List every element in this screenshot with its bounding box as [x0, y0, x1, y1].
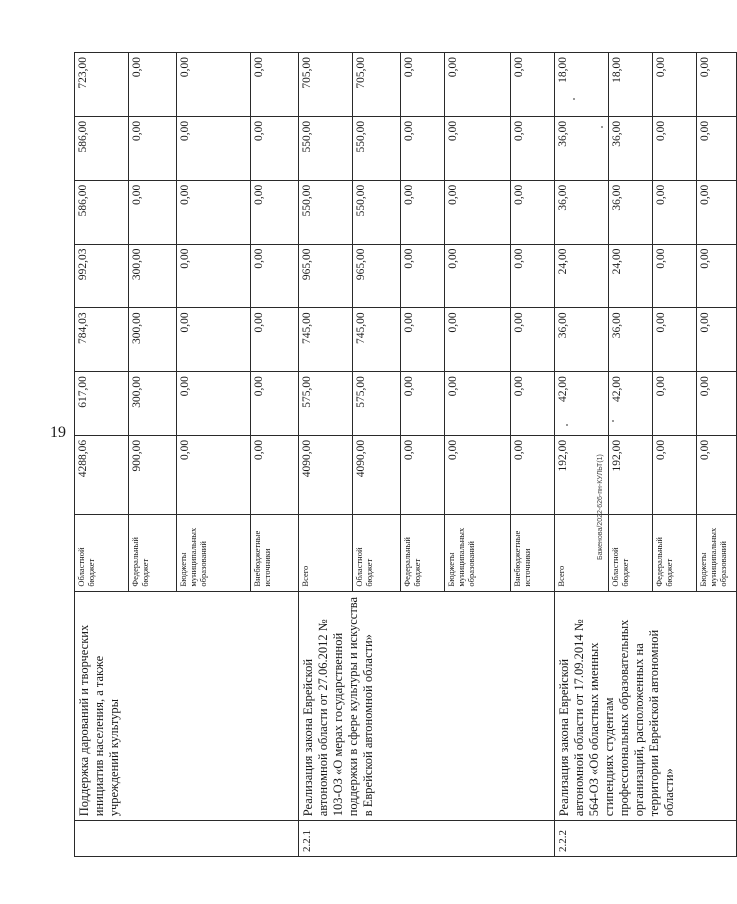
amount-cell: 24,00: [609, 244, 653, 308]
amount-cell: 992,03: [75, 244, 129, 308]
amount-cell: 550,00: [299, 116, 353, 180]
amount-cell: 0,00: [251, 372, 299, 436]
amount-cell: 0,00: [511, 372, 555, 436]
amount-cell: 0,00: [251, 435, 299, 514]
amount-cell: 0,00: [177, 308, 251, 372]
funding-source-cell: Федеральный бюджет: [129, 515, 177, 592]
amount-cell: 723,00: [75, 53, 129, 117]
funding-source-cell: Всего: [555, 515, 609, 592]
amount-cell: 705,00: [299, 53, 353, 117]
amount-cell: 0,00: [445, 116, 511, 180]
budget-table: [74, 52, 737, 857]
page-number: 19: [50, 424, 66, 441]
amount-cell: 900,00: [129, 435, 177, 514]
amount-cell: 0,00: [653, 53, 697, 117]
row-number-cell: [75, 821, 299, 857]
amount-cell: 0,00: [653, 308, 697, 372]
amount-cell: 0,00: [653, 372, 697, 436]
amount-cell: 0,00: [697, 435, 737, 514]
amount-cell: 0,00: [251, 116, 299, 180]
funding-source-cell: Всего: [299, 515, 353, 592]
amount-cell: 586,00: [75, 116, 129, 180]
amount-cell: 0,00: [511, 180, 555, 244]
amount-cell: 192,00: [555, 435, 609, 514]
amount-cell: 0,00: [511, 244, 555, 308]
amount-cell: 784,03: [75, 308, 129, 372]
amount-cell: 0,00: [129, 116, 177, 180]
scan-speck: [566, 424, 568, 426]
amount-cell: 0,00: [177, 53, 251, 117]
row-number-cell: 2.2.1: [299, 821, 555, 857]
amount-cell: 745,00: [299, 308, 353, 372]
amount-cell: 0,00: [401, 116, 445, 180]
amount-cell: 300,00: [129, 308, 177, 372]
measure-name-cell: Реализация закона Еврейской автономной области от 17.09.2014 № 564-ОЗ «Об областных именных стипендиях студентам профессиональных образовательных организаций, расположенных на территории Еврейской автономной области»: [555, 591, 737, 821]
amount-cell: 36,00: [555, 116, 609, 180]
amount-cell: 550,00: [353, 180, 401, 244]
amount-cell: 705,00: [353, 53, 401, 117]
amount-cell: 36,00: [555, 180, 609, 244]
amount-cell: 24,00: [555, 244, 609, 308]
amount-cell: 0,00: [177, 116, 251, 180]
rotated-table-container: [74, 52, 728, 857]
amount-cell: 0,00: [251, 308, 299, 372]
amount-cell: 0,00: [251, 53, 299, 117]
amount-cell: 0,00: [401, 435, 445, 514]
amount-cell: 0,00: [697, 308, 737, 372]
amount-cell: 550,00: [353, 116, 401, 180]
amount-cell: 0,00: [511, 53, 555, 117]
amount-cell: 0,00: [129, 180, 177, 244]
amount-cell: 575,00: [299, 372, 353, 436]
scan-speck: [612, 420, 614, 422]
amount-cell: 0,00: [251, 244, 299, 308]
amount-cell: 18,00: [609, 53, 653, 117]
amount-cell: 0,00: [511, 308, 555, 372]
amount-cell: 0,00: [401, 244, 445, 308]
amount-cell: 0,00: [401, 308, 445, 372]
amount-cell: 0,00: [653, 244, 697, 308]
scan-speck: [601, 126, 603, 128]
funding-source-cell: Бюджеты муниципальных образований: [697, 515, 737, 592]
amount-cell: 575,00: [353, 372, 401, 436]
document-reference-note: Баженова/2022-626-пн-КУЛЬТ(1): [597, 454, 604, 560]
amount-cell: 0,00: [653, 180, 697, 244]
amount-cell: 0,00: [697, 372, 737, 436]
table-row: [299, 53, 353, 857]
amount-cell: 0,00: [177, 244, 251, 308]
scan-speck: [573, 98, 575, 100]
amount-cell: 0,00: [445, 53, 511, 117]
funding-source-cell: Бюджеты муниципальных образований: [445, 515, 511, 592]
amount-cell: 0,00: [251, 180, 299, 244]
amount-cell: 18,00: [555, 53, 609, 117]
amount-cell: 42,00: [609, 372, 653, 436]
amount-cell: 300,00: [129, 244, 177, 308]
amount-cell: 0,00: [697, 116, 737, 180]
measure-name-cell: Реализация закона Еврейской автономной области от 27.06.2012 № 103-ОЗ «О мерах государственной поддержки в сфере культуры и искусства в Еврейской автономной области»: [299, 591, 555, 821]
amount-cell: 0,00: [445, 308, 511, 372]
amount-cell: 0,00: [697, 53, 737, 117]
amount-cell: 192,00: [609, 435, 653, 514]
measure-name-cell: Поддержка дарований и творческих инициатив населения, а также учреждений культуры: [75, 591, 299, 821]
row-number-cell: 2.2.2: [555, 821, 737, 857]
funding-source-cell: Бюджеты муниципальных образований: [177, 515, 251, 592]
amount-cell: 586,00: [75, 180, 129, 244]
funding-source-cell: Федеральный бюджет: [401, 515, 445, 592]
amount-cell: 36,00: [609, 180, 653, 244]
amount-cell: 0,00: [653, 435, 697, 514]
funding-source-cell: Областной бюджет: [353, 515, 401, 592]
amount-cell: 550,00: [299, 180, 353, 244]
amount-cell: 0,00: [445, 435, 511, 514]
amount-cell: 0,00: [177, 372, 251, 436]
amount-cell: 965,00: [353, 244, 401, 308]
amount-cell: 0,00: [653, 116, 697, 180]
amount-cell: 0,00: [401, 53, 445, 117]
amount-cell: 0,00: [401, 180, 445, 244]
amount-cell: 0,00: [511, 116, 555, 180]
amount-cell: 0,00: [511, 435, 555, 514]
amount-cell: 0,00: [401, 372, 445, 436]
amount-cell: 617,00: [75, 372, 129, 436]
amount-cell: 745,00: [353, 308, 401, 372]
amount-cell: 0,00: [445, 372, 511, 436]
funding-source-cell: Федеральный бюджет: [653, 515, 697, 592]
funding-source-cell: Внебюджетные источники: [251, 515, 299, 592]
amount-cell: 4090,00: [353, 435, 401, 514]
amount-cell: 965,00: [299, 244, 353, 308]
amount-cell: 0,00: [177, 180, 251, 244]
amount-cell: 300,00: [129, 372, 177, 436]
amount-cell: 36,00: [609, 308, 653, 372]
amount-cell: 4288,06: [75, 435, 129, 514]
funding-source-cell: Внебюджетные источники: [511, 515, 555, 592]
amount-cell: 0,00: [697, 180, 737, 244]
amount-cell: 36,00: [555, 308, 609, 372]
amount-cell: 0,00: [697, 244, 737, 308]
amount-cell: 0,00: [129, 53, 177, 117]
amount-cell: 42,00: [555, 372, 609, 436]
amount-cell: 0,00: [445, 180, 511, 244]
funding-source-cell: Областной бюджет: [75, 515, 129, 592]
amount-cell: 0,00: [177, 435, 251, 514]
funding-source-cell: Областной бюджет: [609, 515, 653, 592]
amount-cell: 36,00: [609, 116, 653, 180]
amount-cell: 4090,00: [299, 435, 353, 514]
table-row: [75, 53, 129, 857]
amount-cell: 0,00: [445, 244, 511, 308]
